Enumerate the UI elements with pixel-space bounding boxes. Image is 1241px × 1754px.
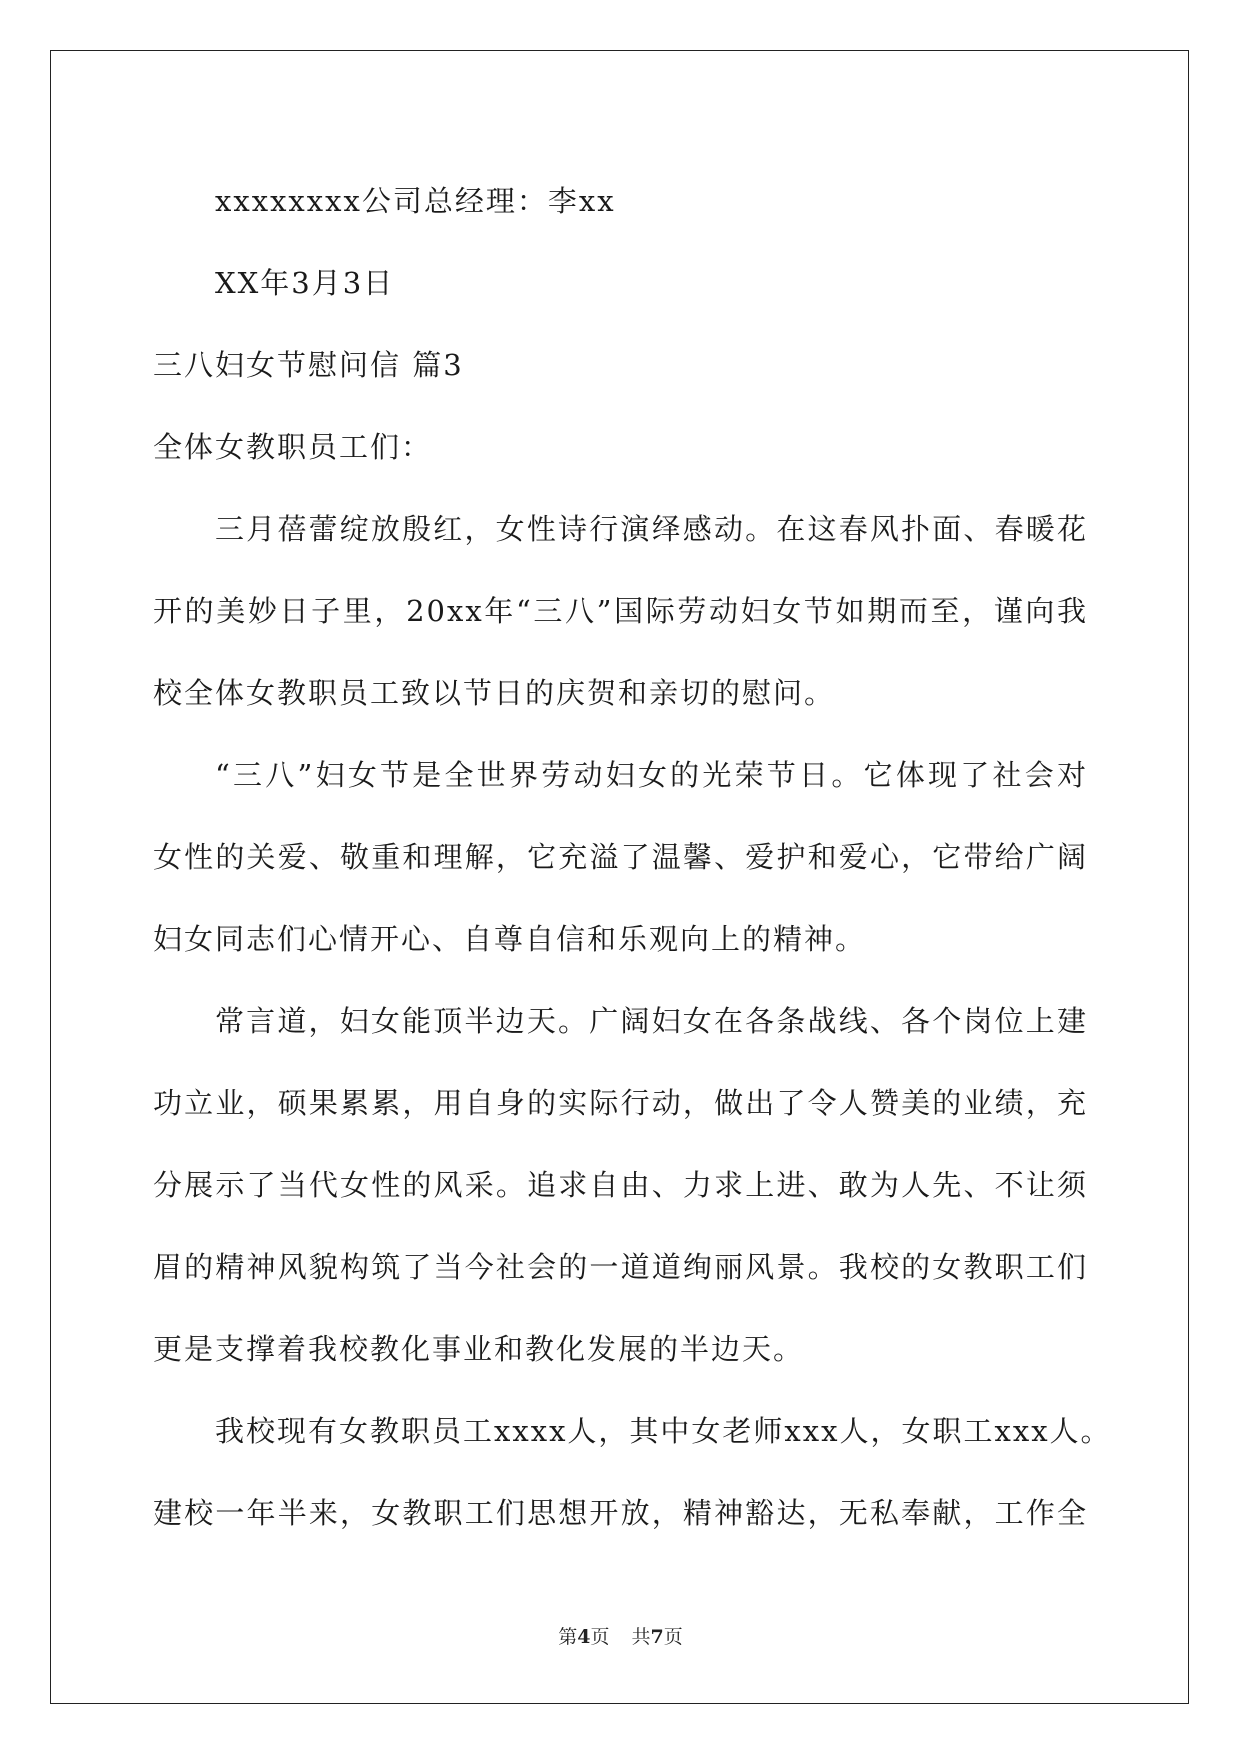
footer-total-suffix: 页 <box>663 1626 683 1648</box>
footer-page-total: 7 <box>650 1626 664 1648</box>
paragraph-3-line-1: 常言道，妇女能顶半边天。广阔妇女在各条战线、各个岗位上建 <box>215 1004 1088 1038</box>
paragraph-2-line-1: “三八”妇女节是全世界劳动妇女的光荣节日。它体现了社会对 <box>215 758 1088 792</box>
paragraph-2-line-3: 妇女同志们心情开心、自尊自信和乐观向上的精神。 <box>153 922 867 956</box>
document-body <box>153 160 1112 1554</box>
footer-page-mid: 页 <box>590 1626 610 1648</box>
signature-line: xxxxxxxx公司总经理：李xx <box>215 184 616 218</box>
section-heading: 三八妇女节慰问信 篇3 <box>153 348 464 382</box>
paragraph-2-line-2: 女性的关爱、敬重和理解，它充溢了温馨、爱护和爱心，它带给广阔 <box>153 840 1088 874</box>
paragraph-1-line-2: 开的美妙日子里，20xx年“三八”国际劳动妇女节如期而至，谨向我 <box>153 594 1088 628</box>
paragraph-1-line-3: 校全体女教职员工致以节日的庆贺和亲切的慰问。 <box>153 676 836 710</box>
paragraph-3-line-2: 功立业，硕果累累，用自身的实际行动，做出了令人赞美的业绩，充 <box>153 1086 1088 1120</box>
footer-page-prefix: 第 <box>558 1626 578 1648</box>
footer-total-prefix: 共 <box>631 1626 651 1648</box>
paragraph-1-line-1: 三月蓓蕾绽放殷红，女性诗行演绎感动。在这春风扑面、春暖花 <box>215 512 1088 546</box>
salutation: 全体女教职员工们： <box>153 430 433 464</box>
footer-page-current: 4 <box>577 1626 591 1648</box>
paragraph-3-line-5: 更是支撑着我校教化事业和教化发展的半边天。 <box>153 1332 805 1366</box>
paragraph-4-line-1: 我校现有女教职员工xxxx人，其中女老师xxx人，女职工xxx人。 <box>215 1414 1112 1448</box>
paragraph-3-line-4: 眉的精神风貌构筑了当今社会的一道道绚丽风景。我校的女教职工们 <box>153 1250 1088 1284</box>
date-line: XX年3月3日 <box>215 266 395 300</box>
paragraph-4-line-2: 建校一年半来，女教职工们思想开放，精神豁达，无私奉献，工作全 <box>153 1496 1088 1530</box>
paragraph-3-line-3: 分展示了当代女性的风采。追求自由、力求上进、敢为人先、不让须 <box>153 1168 1088 1202</box>
page-footer <box>0 1622 1241 1649</box>
